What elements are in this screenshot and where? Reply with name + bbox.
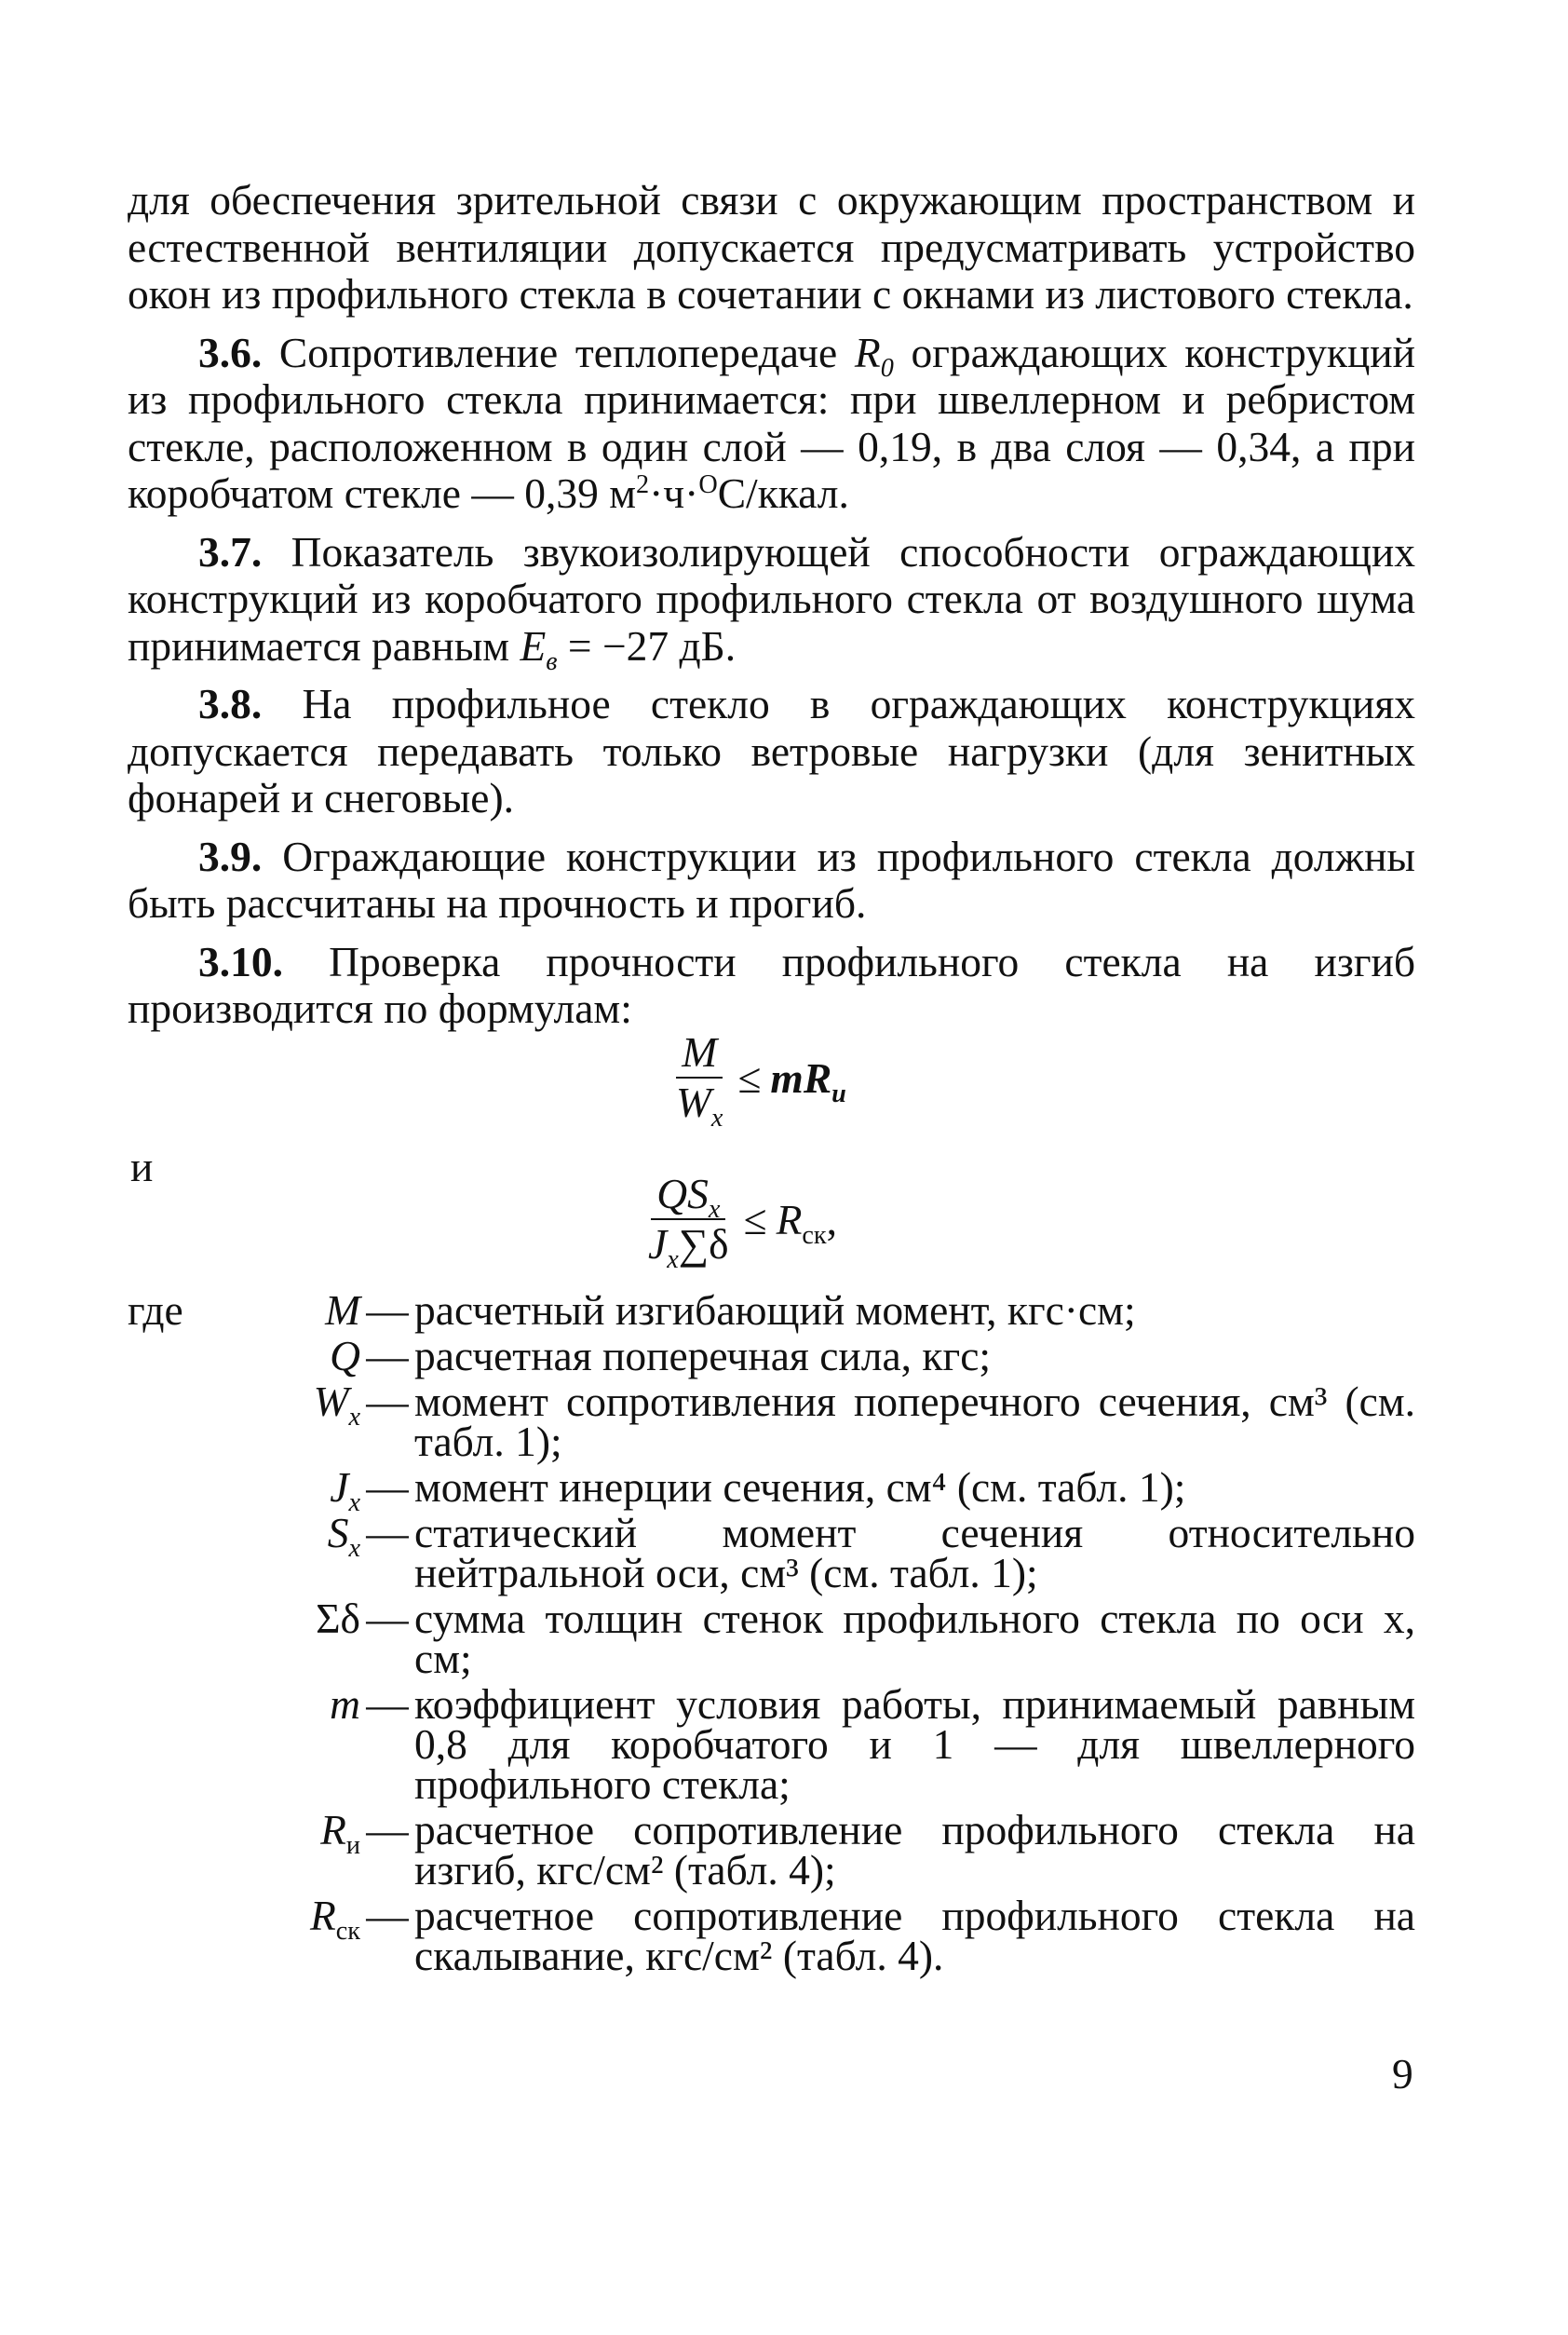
legend-symbol: $R_{ск}$ [309,1892,360,1947]
formula-bending [670,1028,846,1134]
legend-row [128,1806,1415,1894]
clause-number: 3.6. [198,328,263,376]
symbol-r0: $R_0$ [854,328,894,383]
paragraph-3-9 [128,834,1415,928]
legend-dash: — [366,1463,409,1511]
paragraph-3-6 [128,330,1415,518]
legend-description: коэффициент условия работы, принимаемый равным 0,8 для коробчатого и 1 — для швеллерного профильного стекла; [414,1680,1415,1808]
clause-number: 3.9. [198,832,263,880]
legend-row [128,1509,1415,1596]
legend-dash: — [366,1892,409,1939]
legend-lead: где [128,1286,183,1334]
conjunction: и [130,1143,154,1190]
legend-description: статический момент сечения относительно нейтральной оси, см³ (см. табл. 1); [414,1509,1415,1596]
legend-symbol: M [325,1286,360,1334]
numerator: M [676,1032,723,1079]
formula-shear [642,1170,838,1275]
legend-row [128,1378,1415,1465]
legend-description: расчетное сопротивление профильного стекла на скалывание, кгс/см² (табл. 4). [414,1892,1415,1979]
text-run: ограждающих конструкций из профильного стекла принимается: при швеллерном и ребристом стекле, расположенном в один слой — 0,19, в два слоя — 0,34, а при коробчатом стекле — 0,39 м [128,328,1416,517]
legend-symbol: Q [330,1332,360,1379]
text-run: С/ккал. [717,469,849,517]
paragraph-3-7 [128,527,1415,676]
legend-row [128,1463,1415,1518]
rhs: $mR_и$ [770,1053,846,1108]
clause-number: 3.10. [198,937,283,985]
legend-dash: — [366,1806,409,1853]
legend-row [128,1332,1415,1379]
legend-symbol: m [330,1680,360,1728]
paragraph-3-10 [128,939,1415,1033]
legend-description: сумма толщин стенок профильного стекла по оси x, см; [414,1595,1415,1682]
clause-number: 3.7. [198,527,263,576]
legend-dash: — [366,1680,409,1728]
text-run: ·ч· [649,469,699,517]
text-run: Сопротивление теплопередаче [262,328,855,376]
text-run: Ограждающие конструкции из профильного стекла должны быть рассчитаны на прочность и прогиб. [128,832,1415,927]
legend-description: момент инерции сечения, см⁴ (см. табл. 1); [414,1463,1186,1511]
fraction-m-over-wx [670,1028,728,1134]
legend-symbol: $J_x$ [330,1463,360,1518]
legend-description: момент сопротивления поперечного сечения, см³ (см. табл. 1); [414,1378,1415,1465]
symbol-legend [128,1286,1415,1981]
superscript: О [698,469,718,499]
legend-row [128,1680,1415,1808]
text-run: На профильное стекло в ограждающих конструкциях допускается передавать только ветровые нагрузки (для зенитных фонарей и снеговые). [128,680,1415,821]
text-run: Проверка прочности профильного стекла на изгиб производится по формулам: [128,937,1415,1032]
legend-dash: — [366,1509,409,1556]
relation-le: ≤ [743,1195,767,1243]
text-run: = −27 дБ. [557,621,737,670]
legend-description: расчетное сопротивление профильного стекла на изгиб, кгс/см² (табл. 4); [414,1806,1415,1894]
legend-symbol: Σδ [316,1595,360,1642]
relation-le: ≤ [737,1053,762,1102]
paragraph-3-8 [128,681,1415,822]
legend-dash: — [366,1286,409,1334]
comma: , [826,1195,838,1243]
legend-dash: — [366,1378,409,1425]
legend-description: расчетный изгибающий момент, кгс·см; [414,1286,1136,1334]
clause-number: 3.8. [198,680,263,727]
legend-symbol: $R_и$ [320,1806,360,1861]
paragraph-intro: для обеспечения зрительной связи с окружающим пространством и естественной вентиляции допускается предусматривать устройство окон из профильного стекла в сочетании с окнами из листового стекла. [128,176,1415,318]
rhs: $R_{ск}$ [776,1195,827,1250]
legend-row [128,1286,1415,1334]
legend-row [128,1595,1415,1682]
page-number: 9 [1392,2050,1413,2097]
denominator: $J_x\sum\delta$ [648,1220,729,1275]
text-run: Показатель звукоизолирующей способности ограждающих конструкций из коробчатого профильного стекла от воздушного шума принимается равным [128,527,1415,670]
legend-row [128,1892,1415,1979]
numerator: $QS_x$ [651,1174,725,1220]
legend-dash: — [366,1332,409,1379]
body-text [128,177,1415,1033]
fraction-qsx-over-jx-sum [642,1170,735,1275]
denominator: $W_x$ [676,1079,723,1134]
legend-dash: — [366,1595,409,1642]
legend-description: расчетная поперечная сила, кгс; [414,1332,992,1379]
symbol-ev: $E_в$ [520,621,558,676]
superscript: 2 [636,469,650,499]
legend-symbol: $S_x$ [327,1509,360,1564]
legend-symbol: $W_x$ [313,1378,360,1432]
